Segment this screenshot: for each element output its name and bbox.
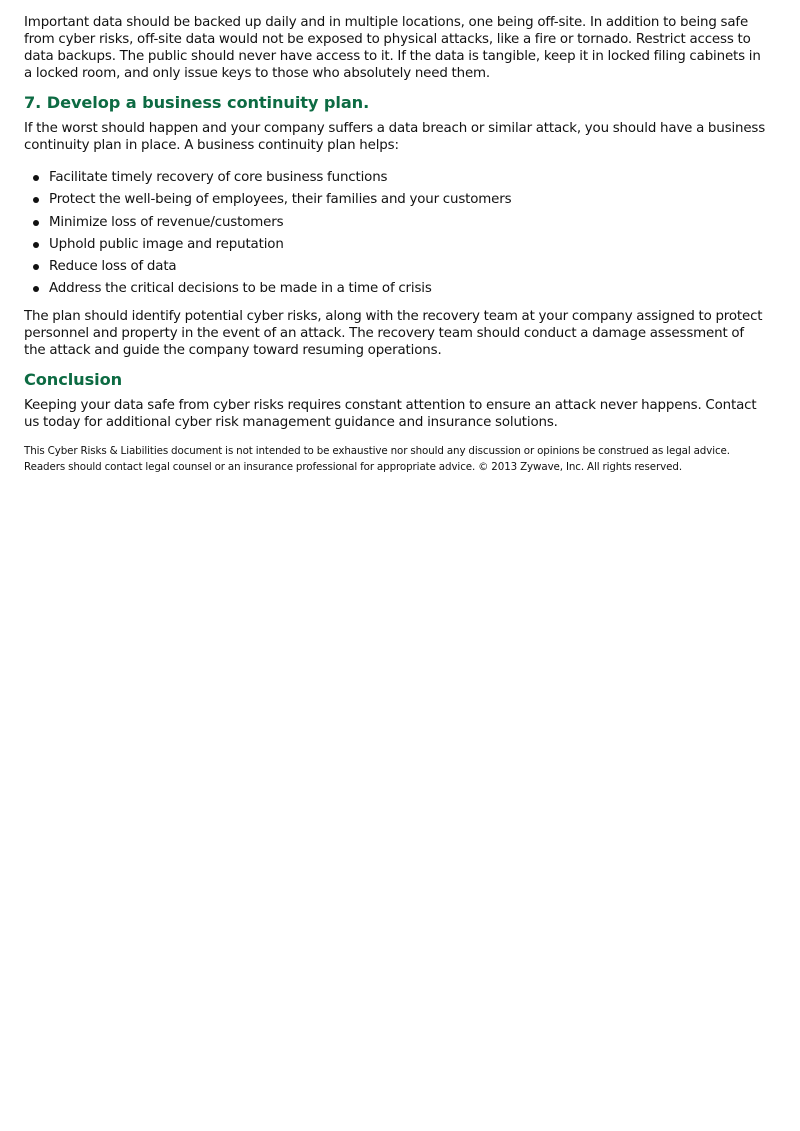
document-page <box>24 14 766 475</box>
list-item-text: Address the critical decisions to be made in a time of crisis <box>49 281 432 297</box>
intro-paragraph: Important data should be backed up daily and in multiple locations, one being off-site. In addition to being safe from cyber risks, off-site data would not be exposed to physical attacks, like a fire or tornado. Restrict access to data backups. The public should never have access to it. If the data is tangible, keep it in locked filing cabinets in a locked room, and only issue keys to those who absolutely need them. <box>24 15 761 81</box>
business-continuity-lead: If the worst should happen and your company suffers a data breach or similar attack, you should have a business continuity plan in place. A business continuity plan helps: <box>24 121 766 153</box>
bullet-icon <box>33 286 39 292</box>
business-continuity-closing: The plan should identify potential cyber risks, along with the recovery team at your company assigned to protect personnel and property in the event of an attack. The recovery team should conduct a damage assessment of the attack and guide the company toward resuming operations. <box>24 308 763 358</box>
legal-disclaimer: This Cyber Risks & Liabilities document is not intended to be exhaustive nor should any discussion or opinions be construed as legal advice. Readers should contact legal counsel or an insurance professional for appropriate advice. © 2013 Zywave, Inc. All rights reserved. <box>24 444 730 473</box>
bullet-icon <box>33 220 39 226</box>
bullet-icon <box>33 264 39 270</box>
list-item <box>24 169 766 186</box>
list-item-text: Facilitate timely recovery of core business functions <box>49 170 388 185</box>
bullet-icon <box>33 175 39 181</box>
list-item <box>24 258 766 275</box>
section-heading-business-continuity: 7. Develop a business continuity plan. <box>24 93 370 112</box>
list-item <box>24 214 766 231</box>
list-item-text: Protect the well-being of employees, their families and your customers <box>49 192 512 208</box>
conclusion-text: Keeping your data safe from cyber risks requires constant attention to ensure an attack never happens. Contact us today for additional cyber risk management guidance and insurance solutions. <box>24 397 757 430</box>
list-item <box>24 236 766 253</box>
list-item <box>24 191 766 208</box>
bullet-icon <box>33 242 39 248</box>
list-item-text: Uphold public image and reputation <box>49 236 284 252</box>
bullet-icon <box>33 197 39 203</box>
list-item <box>24 280 766 297</box>
list-item-text: Reduce loss of data <box>49 259 177 275</box>
list-item-text: Minimize loss of revenue/customers <box>49 214 284 230</box>
section-heading-conclusion: Conclusion <box>24 369 123 389</box>
business-continuity-list <box>24 169 766 297</box>
